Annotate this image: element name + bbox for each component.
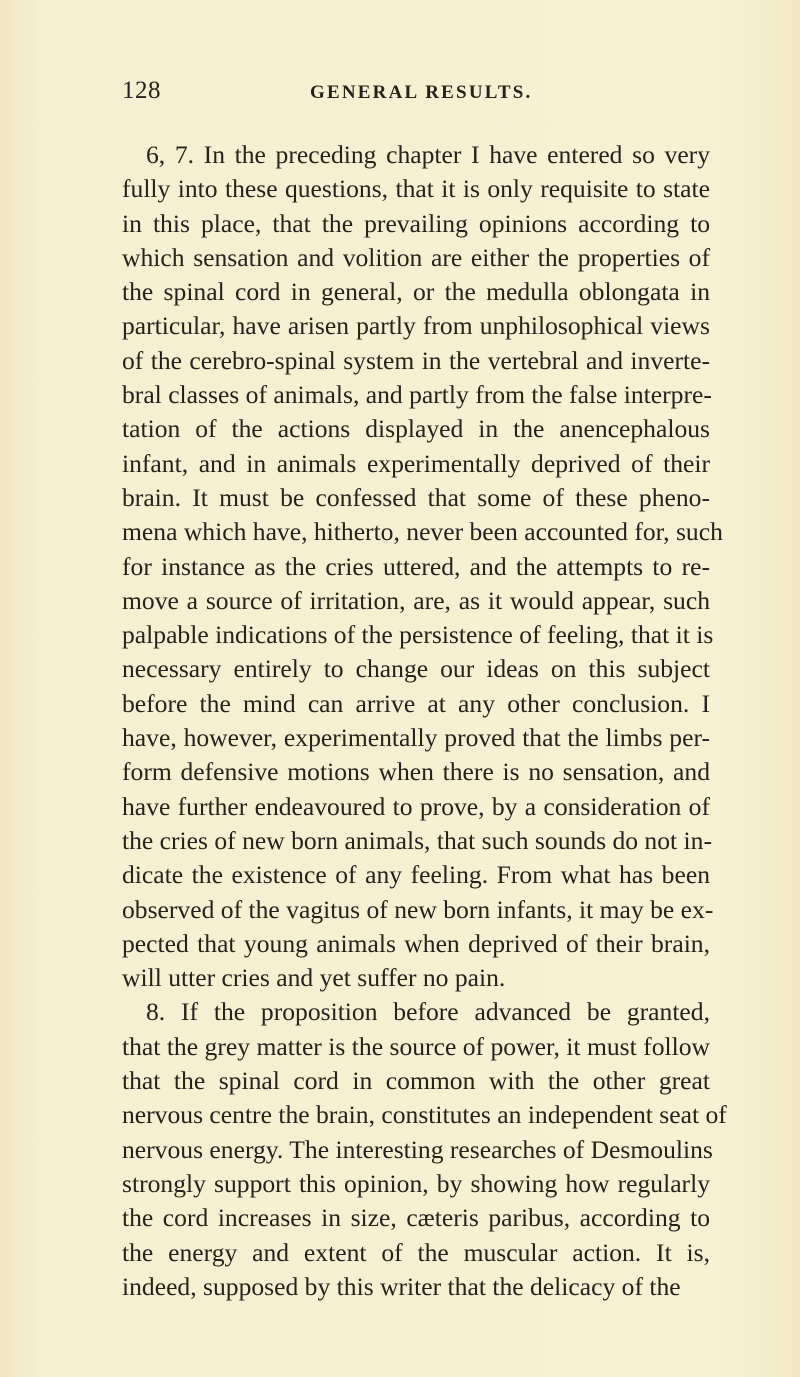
text-line: move a source of irritation, are, as it would appear, such [122, 585, 710, 615]
text-line: strongly support this opinion, by showing how regularly [122, 1168, 710, 1198]
text-line: have further endeavoured to prove, by a consideration of [122, 791, 710, 821]
text-line: in this place, that the prevailing opinions according to [122, 208, 710, 238]
text-line: necessary entirely to change our ideas on this subject [122, 654, 710, 684]
text-line: of the cerebro-spinal system in the vertebral and inverte- [122, 345, 710, 375]
text-line: bral classes of animals, and partly from the false interpre- [122, 380, 712, 410]
running-head: GENERAL RESULTS. [310, 82, 533, 103]
text-line: 6, 7. In the preceding chapter I have entered so very [146, 140, 710, 169]
text-line: observed of the vagitus of new born infants, it may be ex- [122, 894, 714, 924]
page-number: 128 [122, 77, 161, 104]
paragraph-container [122, 138, 727, 1304]
paragraph [122, 995, 727, 1304]
text-line: nervous energy. The interesting researches of Desmoulins [122, 1134, 713, 1164]
text-line: nervous centre the brain, constitutes an independent seat of [122, 1100, 727, 1130]
text-line: mena which have, hitherto, never been accounted for, such [122, 517, 723, 547]
paragraph [122, 138, 723, 995]
text-line: tation of the actions displayed in the anencephalous [122, 414, 710, 444]
text-line: fully into these questions, that it is only requisite to state [122, 174, 710, 204]
text-line: will utter cries and yet suffer no pain. [122, 963, 506, 993]
text-line: 8. If the proposition before advanced be granted, [146, 997, 710, 1027]
text-line: palpable indications of the persistence of feeling, that it is [122, 620, 714, 650]
body-text [122, 138, 727, 1304]
text-line: brain. It must be confessed that some of these pheno- [122, 482, 710, 512]
text-line: particular, have arisen partly from unphilosophical views [122, 311, 710, 341]
text-line: pected that young animals when deprived of their brain, [122, 928, 710, 958]
text-line: for instance as the cries uttered, and the attempts to re- [122, 551, 710, 581]
text-line: the cord increases in size, cæteris paribus, according to [122, 1203, 710, 1233]
text-line: the energy and extent of the muscular action. It is, [122, 1237, 710, 1267]
text-line: indeed, supposed by this writer that the delicacy of the [122, 1271, 681, 1301]
text-line: the spinal cord in general, or the medulla oblongata in [122, 277, 710, 307]
text-line: form defensive motions when there is no sensation, and [122, 757, 710, 787]
text-line: dicate the existence of any feeling. From what has been [122, 860, 710, 890]
text-line: that the spinal cord in common with the other great [122, 1066, 710, 1096]
text-line: that the grey matter is the source of power, it must follow [122, 1031, 710, 1061]
text-line: have, however, experimentally proved that the limbs per- [122, 723, 710, 753]
page-header [0, 77, 800, 117]
text-line: before the mind can arrive at any other conclusion. I [122, 688, 710, 718]
text-line: infant, and in animals experimentally deprived of their [122, 448, 710, 478]
text-line: the cries of new born animals, that such sounds do not in- [122, 825, 712, 855]
text-line: which sensation and volition are either the properties of [122, 242, 710, 272]
